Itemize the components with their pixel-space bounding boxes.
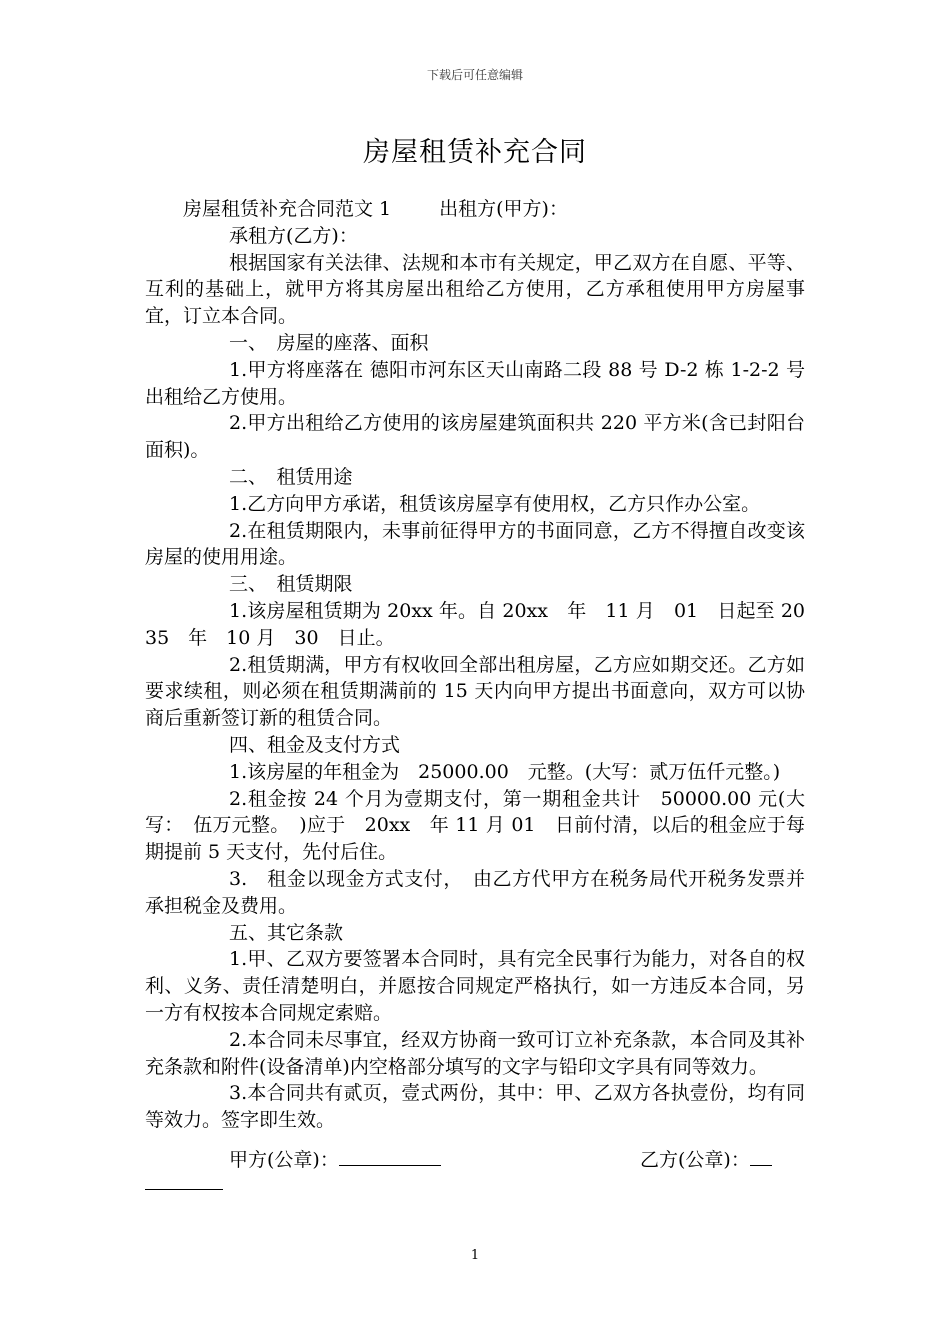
- contract-body: [145, 196, 805, 1134]
- page-number: 1: [470, 1248, 480, 1263]
- clause: 1.甲方将座落在 德阳市河东区天山南路二段 88 号 D-2 栋 1-2-2 号 出租给乙方使用。: [145, 358, 805, 408]
- section-heading: 三、 租赁期限: [229, 573, 353, 596]
- clause: 2.租赁期满，甲方有权收回全部出租房屋，乙方应如期交还。乙方如要求续租，则必须在租赁期满前的 15 天内向甲方提出书面意向，双方可以协商后重新签订新的租赁合同。: [145, 653, 805, 730]
- clause: 1.甲、乙双方要签署本合同时，具有完全民事行为能力，对各自的权利、义务、责任清楚明白，并愿按合同规定严格执行，如一方违反本合同，另一方有权按本合同规定索赔。: [145, 948, 805, 1024]
- clause: 1.该房屋租赁期为 20xx 年。自 20xx 年 11 月 01 日起至 2035 年 10 月 30 日止。: [145, 599, 805, 649]
- party-a-label: 甲方(公章)：: [229, 1149, 339, 1171]
- clause: 2.甲方出租给乙方使用的该房屋建筑面积共 220 平方米(含已封阳台面积)。: [145, 412, 805, 462]
- section-heading: 四、租金及支付方式: [229, 733, 401, 756]
- header-note: 下载后可任意编辑: [426, 68, 523, 82]
- clause: 2.在租赁期限内，未事前征得甲方的书面同意，乙方不得擅自改变该房屋的使用用途。: [145, 519, 805, 569]
- clause: 1.该房屋的年租金为 25000.00 元整。(大写：贰万伍仟元整。): [229, 760, 781, 783]
- party-a-signature-line: [339, 1145, 441, 1166]
- document-title: 房屋租赁补充合同: [363, 137, 587, 168]
- section-heading: 一、 房屋的座落、面积: [229, 331, 429, 354]
- preamble: 根据国家有关法律、法规和本市有关规定，甲乙双方在自愿、平等、互利的基础上，就甲方将其房屋出租给乙方使用，乙方承租使用甲方房屋事宜，订立本合同。: [145, 251, 805, 328]
- intro-line: [145, 196, 805, 223]
- clause: 3.本合同共有贰页，壹式两份，其中：甲、乙双方各执壹份，均有同等效力。签字即生效。: [145, 1082, 805, 1132]
- clause: 2.本合同未尽事宜，经双方协商一致可订立补充条款，本合同及其补充条款和附件(设备清单)内空格部分填写的文字与铅印文字具有同等效力。: [145, 1028, 805, 1078]
- section-heading: 五、其它条款: [229, 921, 344, 944]
- lessee-label: 承租方(乙方)：: [229, 224, 358, 247]
- party-b-signature-line-continued: [145, 1189, 223, 1190]
- signature-party-b: [640, 1145, 772, 1174]
- clause: 3. 租金以现金方式支付， 由乙方代甲方在税务局代开税务发票并承担税金及费用。: [145, 867, 805, 917]
- lessor-label: 出租方(甲方)：: [439, 198, 568, 220]
- signature-party-a: [229, 1145, 441, 1174]
- clause: 1.乙方向甲方承诺，租赁该房屋享有使用权，乙方只作办公室。: [229, 492, 761, 515]
- sample-label: 房屋租赁补充合同范文 1: [183, 198, 392, 220]
- clause: 2.租金按 24 个月为壹期支付，第一期租金共计 50000.00 元(大写： 伍万元整。 )应于 20xx 年 11 月 01 日前付清，以后的租金应于每期提前 5 天支付，先付后住。: [145, 787, 805, 864]
- party-b-signature-line: [750, 1145, 772, 1166]
- section-heading: 二、 租赁用途: [229, 465, 353, 488]
- party-b-label: 乙方(公章)：: [640, 1149, 750, 1171]
